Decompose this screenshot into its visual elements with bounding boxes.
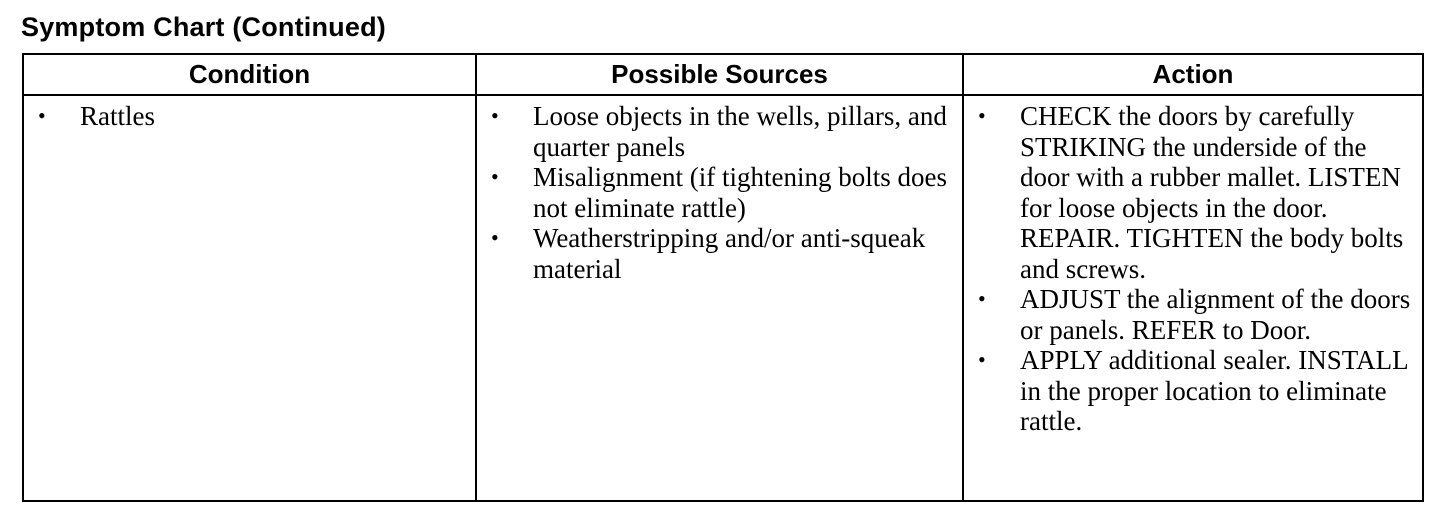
bullet-icon: •: [491, 103, 499, 128]
page-title: Symptom Chart (Continued): [21, 12, 386, 42]
action-text: APPLY additional sealer. INSTALL in the proper location to eliminate rattle.: [1020, 345, 1408, 436]
bullet-icon: •: [978, 347, 986, 372]
table-row: [23, 95, 1423, 501]
bullet-icon: •: [491, 164, 499, 189]
column-header-possible-sources: Possible Sources: [476, 54, 963, 95]
list-item: [38, 101, 467, 132]
action-text: CHECK the doors by carefully STRIKING the underside of the door with a rubber mallet. LISTEN for loose objects in the door. REPAIR. TIGHTEN the body bolts and screws.: [1020, 101, 1404, 284]
list-item: [491, 101, 954, 162]
list-item: [491, 162, 954, 223]
possible-sources-cell: [476, 95, 963, 501]
condition-cell: [23, 95, 476, 501]
list-item: [978, 284, 1414, 345]
bullet-icon: •: [978, 286, 986, 311]
condition-list: [38, 101, 467, 132]
list-item: [978, 101, 1414, 284]
source-text: Loose objects in the wells, pillars, and quarter panels: [533, 101, 947, 162]
list-item: [978, 345, 1414, 437]
action-list: [978, 101, 1414, 437]
possible-sources-list: [491, 101, 954, 284]
action-cell: [963, 95, 1423, 501]
action-text: ADJUST the alignment of the doors or panels. REFER to Door.: [1020, 284, 1411, 345]
table-header-row: [23, 54, 1423, 95]
bullet-icon: •: [978, 103, 986, 128]
column-header-condition: Condition: [23, 54, 476, 95]
bullet-icon: •: [491, 225, 499, 250]
column-header-action: Action: [963, 54, 1423, 95]
source-text: Weatherstripping and/or anti-squeak material: [533, 223, 926, 284]
list-item: [491, 223, 954, 284]
symptom-table: [22, 53, 1424, 502]
condition-text: Rattles: [80, 101, 155, 131]
bullet-icon: •: [38, 103, 46, 128]
source-text: Misalignment (if tightening bolts does not eliminate rattle): [533, 162, 947, 223]
